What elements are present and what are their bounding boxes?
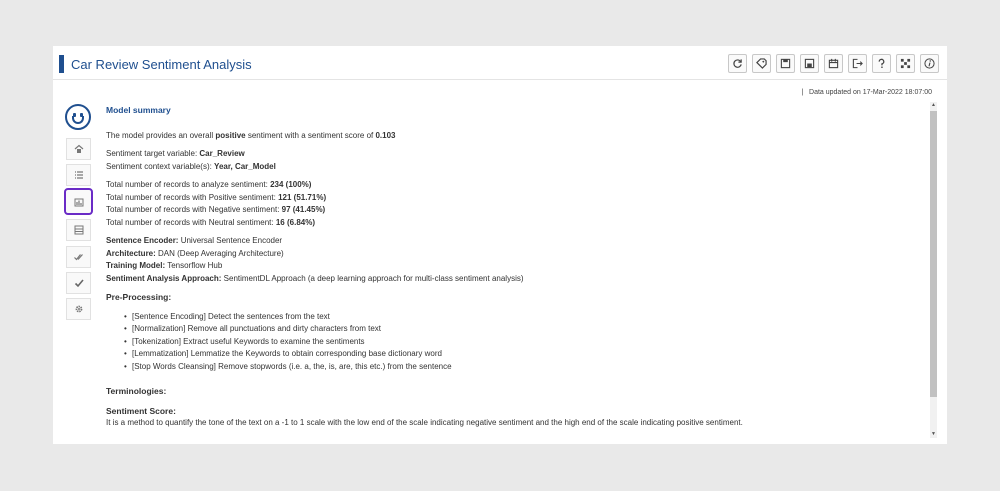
nav-list-button[interactable]	[66, 164, 91, 186]
grid-icon	[900, 58, 911, 69]
total-label: Total number of records to analyze sentiment:	[106, 180, 271, 189]
scroll-up-arrow-icon[interactable]: ▲	[931, 102, 936, 108]
summary-heading: Model summary	[106, 105, 171, 115]
target-value: Car_Review	[199, 149, 245, 158]
nav-table-button[interactable]	[66, 219, 91, 241]
training-label: Training Model:	[106, 261, 166, 270]
status-separator: |	[801, 89, 804, 96]
negative-value: 97 (41.45%)	[281, 205, 326, 214]
overall-sentiment-line	[106, 130, 916, 143]
list-item: • [Lemmatization] Lemmatize the Keywords to obtain corresponding base dictionary word	[124, 348, 916, 361]
training-value: Tensorflow Hub	[165, 261, 223, 270]
save-icon	[780, 58, 791, 69]
table-icon	[74, 225, 84, 235]
export-button[interactable]	[848, 54, 867, 73]
context-value: Year, Car_Model	[214, 161, 276, 171]
negative-records-line	[106, 204, 916, 217]
toolbar	[728, 54, 939, 73]
neutral-label: Total number of records with Neutral sentiment:	[106, 217, 276, 227]
chart-icon	[74, 197, 84, 207]
scrollbar-thumb[interactable]	[930, 111, 937, 397]
info-button[interactable]	[920, 54, 939, 73]
info-icon	[924, 58, 935, 69]
negative-label: Total number of records with Negative sentiment:	[106, 205, 282, 214]
help-button[interactable]	[872, 54, 891, 73]
terminologies-heading: Terminologies:	[106, 386, 167, 396]
context-label: Sentiment context variable(s):	[106, 161, 215, 171]
tag-button[interactable]	[752, 54, 771, 73]
title-accent-bar	[59, 55, 64, 73]
training-model-line	[106, 260, 916, 273]
positive-records-line	[106, 192, 916, 205]
calendar-button[interactable]	[824, 54, 843, 73]
neutral-records-line	[106, 217, 916, 230]
sentiment-score-heading: Sentiment Score:	[106, 405, 176, 416]
list-item: • [Stop Words Cleansing] Remove stopwords (i.e. a, the, is, are, this etc.) from the sentence	[124, 361, 916, 374]
gear-icon	[74, 304, 84, 314]
encoder-value: Universal Sentence Encoder	[178, 236, 283, 245]
approach-label: Sentiment Analysis Approach:	[106, 273, 222, 283]
list-icon	[74, 170, 84, 180]
data-updated-text: Data updated on 17-Mar-2022 18:07:00	[809, 89, 932, 96]
tag-icon	[756, 58, 767, 69]
total-value: 234 (100%)	[270, 180, 312, 189]
list-item: • [Tokenization] Extract useful Keywords to examine the sentiments	[124, 336, 916, 349]
overall-prefix: The model provides an overall	[106, 130, 216, 140]
nav-check-button[interactable]	[66, 272, 91, 294]
architecture-label: Architecture:	[106, 248, 156, 258]
export-icon	[852, 58, 863, 69]
encoder-line	[106, 235, 916, 248]
scroll-down-arrow-icon[interactable]: ▼	[931, 431, 936, 437]
refresh-icon	[732, 58, 743, 69]
total-records-line	[106, 179, 916, 192]
smiley-mouth	[72, 116, 84, 124]
save-as-icon	[804, 58, 815, 69]
grid-button[interactable]	[896, 54, 915, 73]
neutral-value: 16 (6.84%)	[275, 217, 315, 227]
save-button[interactable]	[776, 54, 795, 73]
sentiment-smiley-icon	[65, 104, 91, 130]
nav-settings-button[interactable]	[66, 298, 91, 320]
target-variable-line	[106, 148, 916, 161]
approach-value: SentimentDL Approach (a deep learning approach for multi-class sentiment analysis)	[221, 273, 524, 283]
refresh-button[interactable]	[728, 54, 747, 73]
preprocessing-list	[106, 311, 916, 374]
nav-chart-button[interactable]	[64, 188, 93, 215]
positive-value: 121 (51.71%)	[278, 192, 327, 202]
main-panel	[53, 46, 947, 444]
save-as-button[interactable]	[800, 54, 819, 73]
check-icon	[74, 278, 84, 288]
overall-sentiment-word: positive	[215, 130, 246, 140]
data-updated-status	[801, 89, 932, 96]
overall-middle: sentiment with a sentiment score of	[245, 130, 376, 140]
list-item: • [Sentence Encoding] Detect the sentences from the text	[124, 311, 916, 324]
preprocessing-heading: Pre-Processing:	[106, 292, 172, 302]
encoder-label: Sentence Encoder:	[106, 236, 179, 245]
list-item: • [Normalization] Remove all punctuations and dirty characters from text	[124, 323, 916, 336]
nav-home-button[interactable]	[66, 138, 91, 160]
context-variable-line	[106, 161, 916, 174]
target-label: Sentiment target variable:	[106, 149, 200, 158]
overall-sentiment-score: 0.103	[375, 130, 396, 140]
sentiment-score-text: It is a method to quantify the tone of the text on a -1 to 1 scale with the low end of the scale indicating negative sentiment and the high end of the scale indicating positive sentiment.	[106, 418, 743, 427]
architecture-value: DAN (Deep Averaging Architecture)	[155, 248, 284, 258]
positive-label: Total number of records with Positive sentiment:	[106, 192, 279, 202]
model-summary-content	[106, 104, 916, 430]
approach-line	[106, 273, 916, 286]
nav-double-check-button[interactable]	[66, 246, 91, 268]
calendar-icon	[828, 58, 839, 69]
vertical-scrollbar[interactable]	[930, 102, 937, 438]
panel-header	[53, 46, 947, 80]
architecture-line	[106, 248, 916, 261]
help-icon	[876, 58, 887, 69]
double-check-icon	[74, 252, 84, 262]
page-title: Car Review Sentiment Analysis	[71, 57, 252, 72]
home-icon	[74, 144, 84, 154]
